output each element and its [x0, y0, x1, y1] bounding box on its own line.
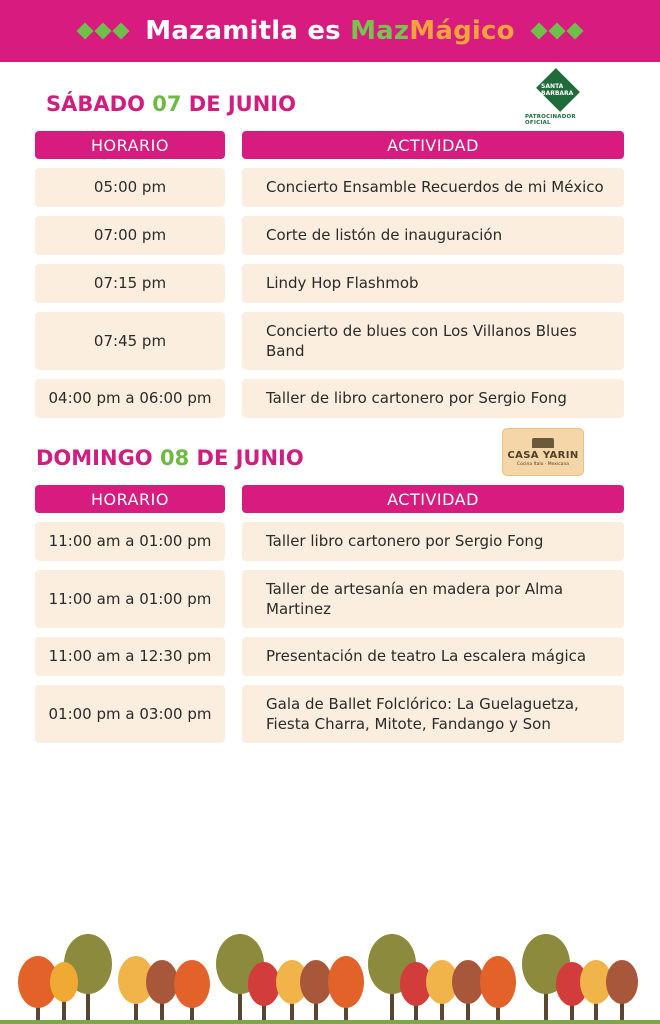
time-cell: 11:00 am a 01:00 pm [35, 570, 225, 628]
tree-icon [480, 956, 516, 1024]
column-header-activity: ACTIVIDAD [242, 485, 624, 513]
activity-cell: Taller de artesanía en madera por Alma Martinez [242, 570, 624, 628]
column-header-activity: ACTIVIDAD [242, 131, 624, 159]
diamond-ornament-left [79, 25, 127, 37]
diamond-icon [530, 23, 547, 40]
diamond-icon [77, 23, 94, 40]
diamond-icon [113, 23, 130, 40]
activity-cell: Taller de libro cartonero por Sergio Fong [242, 379, 624, 418]
header-banner [0, 0, 660, 62]
grass-icon [0, 1020, 660, 1024]
diamond-icon [548, 23, 565, 40]
tree-icon [328, 956, 364, 1024]
tree-icon [300, 960, 332, 1024]
tree-icon [248, 962, 280, 1024]
saturday-heading: SÁBADO 07 DE JUNIO [46, 92, 296, 116]
tree-icon [606, 960, 638, 1024]
activity-cell: Taller libro cartonero por Sergio Fong [242, 522, 624, 561]
logo-subtitle: Cocina Italo · Mexicana [516, 461, 570, 467]
tree-border-illustration [0, 920, 660, 1024]
tree-icon [146, 960, 178, 1024]
casa-yarin-logo [502, 428, 584, 476]
table-row [35, 522, 624, 561]
sponsor-logo [525, 70, 591, 126]
table-row [35, 570, 624, 628]
tree-icon [452, 960, 484, 1024]
time-cell: 11:00 am a 12:30 pm [35, 637, 225, 676]
table-header [35, 131, 624, 159]
column-header-time: HORARIO [35, 485, 225, 513]
table-row [35, 264, 624, 303]
banner-title: Mazamitla es MazMágico [145, 16, 515, 46]
table-row [35, 379, 624, 418]
sunday-heading: DOMINGO 08 DE JUNIO [36, 446, 304, 470]
activity-cell: Lindy Hop Flashmob [242, 264, 624, 303]
activity-cell: Gala de Ballet Folclórico: La Guelaguetza, Fiesta Charra, Mitote, Fandango y Son [242, 685, 624, 743]
tree-icon [50, 962, 78, 1024]
logo-name: CASA YARIN [507, 449, 579, 461]
diamond-icon [566, 23, 583, 40]
table-row [35, 685, 624, 743]
diamond-ornament-right [533, 25, 581, 37]
diamond-icon [95, 23, 112, 40]
tree-icon [580, 960, 612, 1024]
activity-cell: Presentación de teatro La escalera mágica [242, 637, 624, 676]
sunday-schedule-table [35, 485, 624, 752]
time-cell: 07:45 pm [35, 312, 225, 370]
time-cell: 07:00 pm [35, 216, 225, 255]
table-header [35, 485, 624, 513]
tree-icon [426, 960, 458, 1024]
time-cell: 07:15 pm [35, 264, 225, 303]
activity-cell: Concierto de blues con Los Villanos Blues Band [242, 312, 624, 370]
sponsor-logo-icon: SANTA BARBARA [536, 68, 580, 112]
time-cell: 01:00 pm a 03:00 pm [35, 685, 225, 743]
tree-icon [400, 962, 432, 1024]
table-row [35, 312, 624, 370]
table-row [35, 216, 624, 255]
saturday-schedule-table [35, 131, 624, 427]
time-cell: 04:00 pm a 06:00 pm [35, 379, 225, 418]
sponsor-caption: PATROCINADOR OFICIAL [525, 114, 576, 126]
activity-cell: Concierto Ensamble Recuerdos de mi México [242, 168, 624, 207]
tree-icon [174, 960, 210, 1024]
table-row [35, 168, 624, 207]
table-row [35, 637, 624, 676]
time-cell: 11:00 am a 01:00 pm [35, 522, 225, 561]
activity-cell: Corte de listón de inauguración [242, 216, 624, 255]
time-cell: 05:00 pm [35, 168, 225, 207]
column-header-time: HORARIO [35, 131, 225, 159]
house-icon [532, 438, 554, 448]
